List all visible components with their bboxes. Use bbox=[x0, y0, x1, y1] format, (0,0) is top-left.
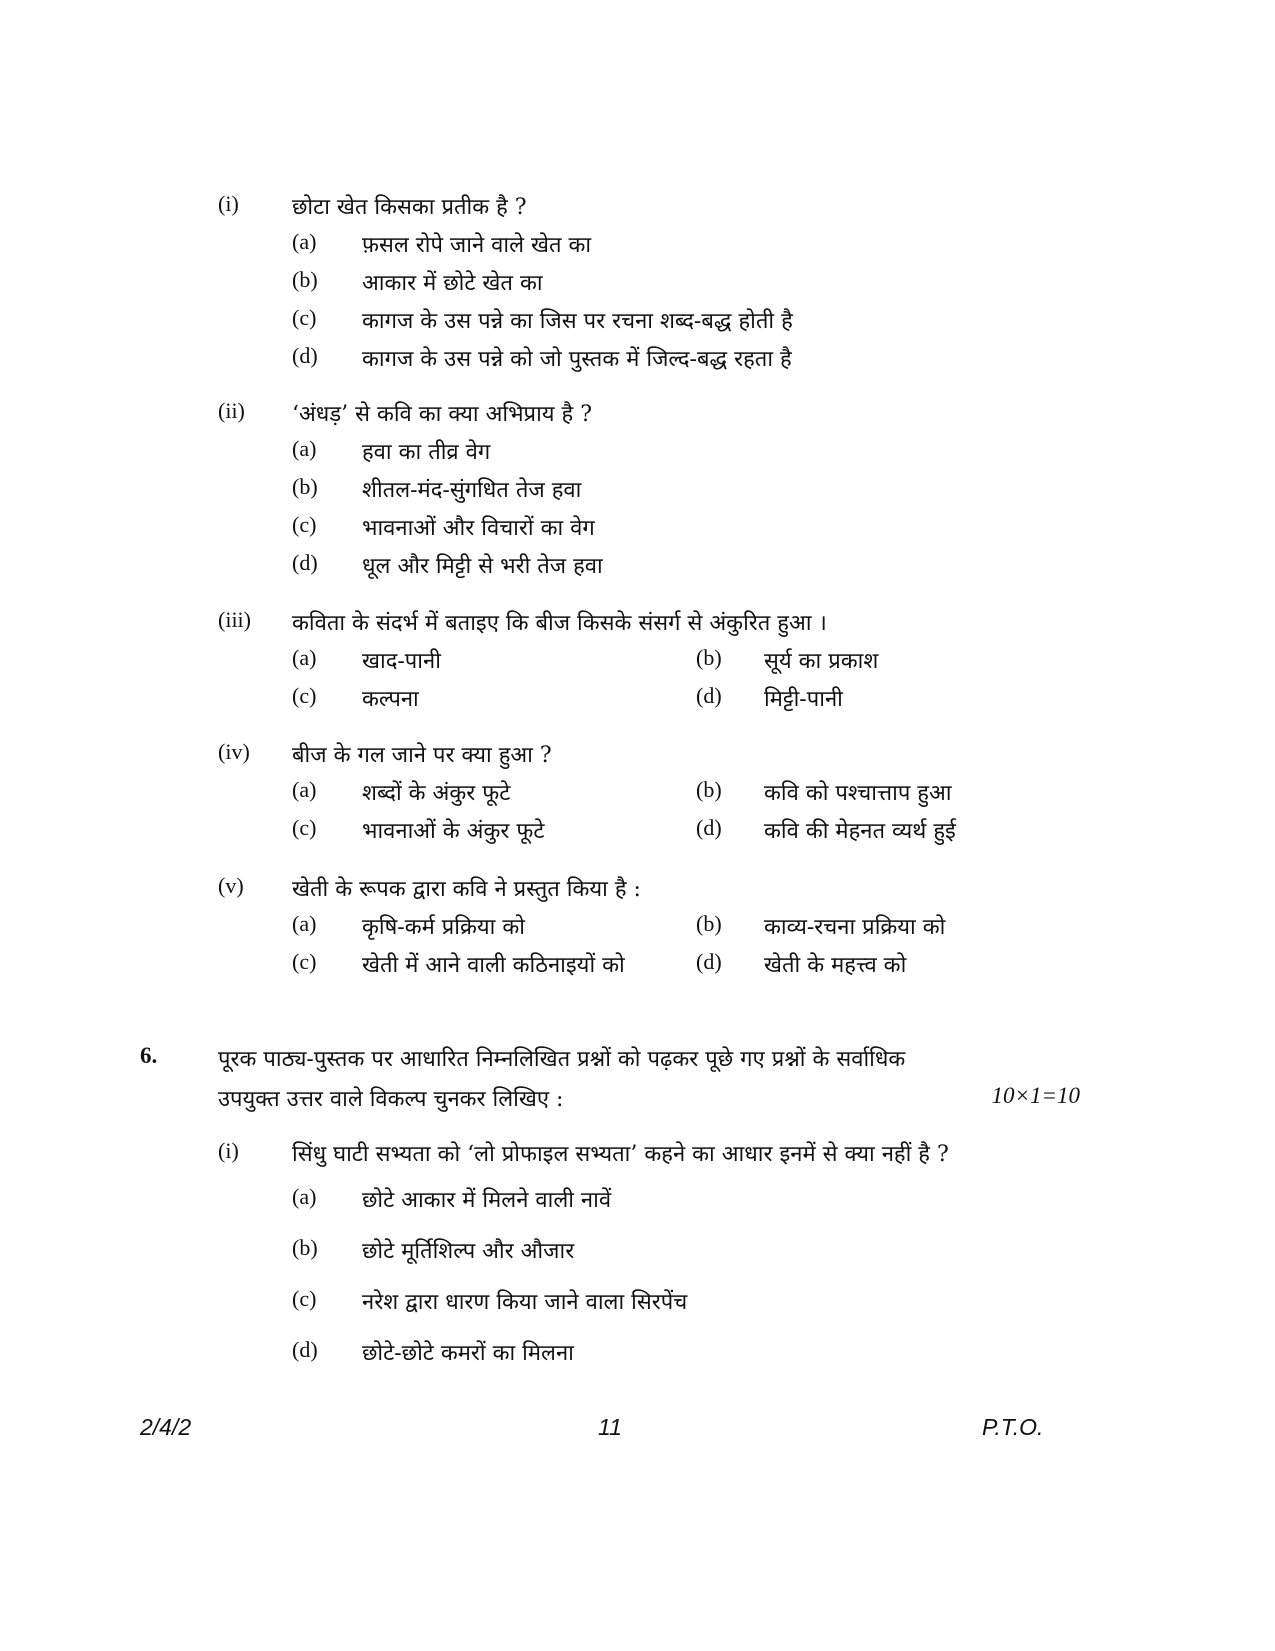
option-row bbox=[292, 679, 1098, 717]
option-d: (d) छोटे-छोटे कमरों का मिलना bbox=[292, 1337, 574, 1366]
question-6-i bbox=[218, 1138, 1098, 1384]
question-text: सिंधु घाटी सभ्यता को ‘लो प्रोफाइल सभ्यता’ कहने का आधार इनमें से क्या नहीं है ? bbox=[292, 1142, 949, 1167]
option-c-text: खेती में आने वाली कठिनाइयों को bbox=[362, 953, 625, 978]
option-c: (c) कागज के उस पन्ने का जिस पर रचना शब्द-बद्ध होती है bbox=[292, 305, 793, 334]
option-d-label: (d) bbox=[696, 815, 722, 840]
part-number: (i) bbox=[218, 1138, 239, 1163]
please-turn-over: P.T.O. bbox=[982, 1414, 1044, 1440]
question-5-iii bbox=[218, 607, 1098, 717]
question-number: 6. bbox=[140, 1043, 158, 1068]
part-number: (ii) bbox=[218, 398, 245, 423]
option-row bbox=[292, 773, 1098, 811]
question-text: कविता के संदर्भ में बताइए कि बीज किसके संसर्ग से अंकुरित हुआ । bbox=[292, 611, 827, 636]
option-b: (b) आकार में छोटे खेत का bbox=[292, 267, 543, 296]
option-c-label: (c) bbox=[292, 815, 317, 840]
option-row bbox=[292, 641, 1098, 679]
option-c-text: कल्पना bbox=[362, 687, 419, 712]
option-b-label: (b) bbox=[696, 645, 722, 670]
question-5-i bbox=[218, 191, 1098, 377]
option-b-label: (b) bbox=[696, 911, 722, 936]
option-row bbox=[292, 811, 1098, 849]
option-a: (a) छोटे आकार में मिलने वाली नावें bbox=[292, 1184, 612, 1213]
question-5-iv bbox=[218, 739, 1098, 849]
option-b: (b) शीतल-मंद-सुंगधित तेज हवा bbox=[292, 474, 582, 503]
question-text: खेती के रूपक द्वारा कवि ने प्रस्तुत किया है : bbox=[292, 877, 641, 902]
part-number: (i) bbox=[218, 191, 239, 216]
question-text: छोटा खेत किसका प्रतीक है ? bbox=[292, 195, 527, 220]
option-b-text: काव्य-रचना प्रक्रिया को bbox=[764, 915, 946, 940]
option-d: (d) धूल और मिट्टी से भरी तेज हवा bbox=[292, 550, 603, 579]
marks-allocation: 10×1=10 bbox=[991, 1083, 1080, 1108]
option-a-text: शब्दों के अंकुर फूटे bbox=[362, 781, 511, 806]
option-row bbox=[292, 907, 1098, 945]
option-b-text: सूर्य का प्रकाश bbox=[764, 649, 879, 674]
paper-code: 2/4/2 bbox=[140, 1414, 192, 1440]
option-c-label: (c) bbox=[292, 949, 317, 974]
instruction-line-1: पूरक पाठ्य-पुस्तक पर आधारित निम्नलिखित प्रश्नों को पढ़कर पूछे गए प्रश्नों के सर्वाधिक bbox=[218, 1047, 906, 1072]
option-c-label: (c) bbox=[292, 683, 317, 708]
instruction-line-2: उपयुक्त उत्तर वाले विकल्प चुनकर लिखिए : bbox=[218, 1087, 564, 1112]
option-c: (c) भावनाओं और विचारों का वेग bbox=[292, 512, 595, 541]
option-c: (c) नरेश द्वारा धारण किया जाने वाला सिरपेंच bbox=[292, 1286, 688, 1315]
option-d-label: (d) bbox=[696, 949, 722, 974]
option-d-text: कवि की मेहनत व्यर्थ हुई bbox=[764, 819, 956, 844]
question-text: ‘अंधड़’ से कवि का क्या अभिप्राय है ? bbox=[292, 402, 592, 427]
option-row bbox=[292, 945, 1098, 983]
option-b-label: (b) bbox=[696, 777, 722, 802]
option-c-text: भावनाओं के अंकुर फूटे bbox=[362, 819, 545, 844]
question-text: बीज के गल जाने पर क्या हुआ ? bbox=[292, 743, 552, 768]
question-5-ii bbox=[218, 398, 1098, 584]
option-a-text: खाद-पानी bbox=[362, 649, 441, 674]
option-a: (a) फ़सल रोपे जाने वाले खेत का bbox=[292, 229, 592, 258]
option-a-text: कृषि-कर्म प्रक्रिया को bbox=[362, 915, 525, 940]
option-d-label: (d) bbox=[696, 683, 722, 708]
part-number: (iii) bbox=[218, 607, 251, 632]
part-number: (v) bbox=[218, 873, 244, 898]
page-number: 11 bbox=[598, 1414, 622, 1440]
option-d-text: खेती के महत्त्व को bbox=[764, 953, 907, 978]
option-a-label: (a) bbox=[292, 645, 317, 670]
option-d: (d) कागज के उस पन्ने को जो पुस्तक में जिल्द-बद्ध रहता है bbox=[292, 343, 792, 372]
option-a-label: (a) bbox=[292, 777, 317, 802]
option-a: (a) हवा का तीव्र वेग bbox=[292, 436, 491, 465]
option-d-text: मिट्टी-पानी bbox=[764, 687, 843, 712]
part-number: (iv) bbox=[218, 739, 250, 764]
option-a-label: (a) bbox=[292, 911, 317, 936]
question-5-v bbox=[218, 873, 1098, 983]
option-b-text: कवि को पश्चात्ताप हुआ bbox=[764, 781, 952, 806]
option-b: (b) छोटे मूर्तिशिल्प और औजार bbox=[292, 1235, 575, 1264]
